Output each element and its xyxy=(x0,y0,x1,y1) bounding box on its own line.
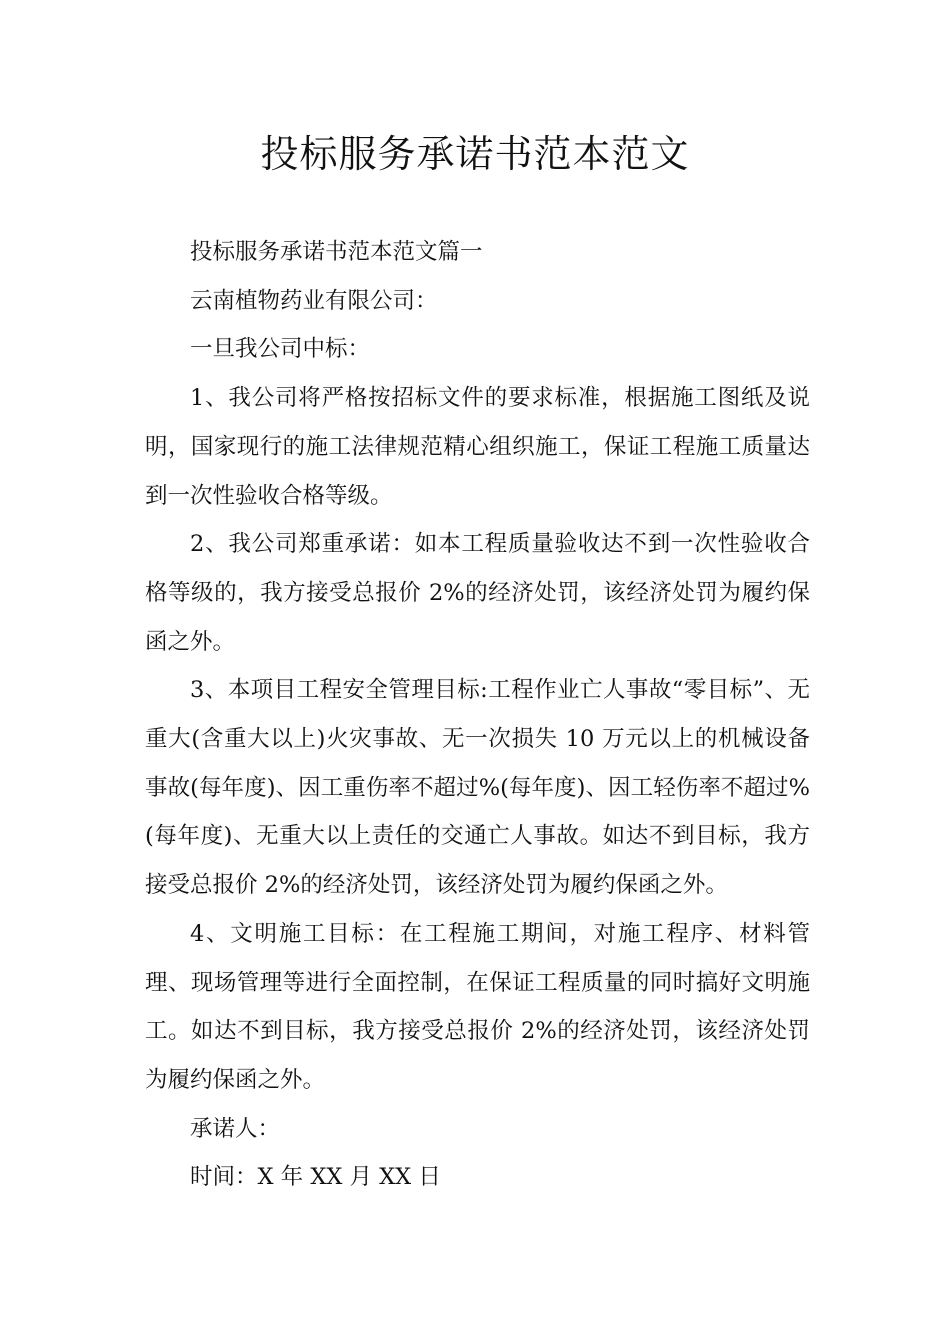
section-heading: 投标服务承诺书范本范文篇一 xyxy=(190,239,483,265)
recipient-line: 云南植物药业有限公司： xyxy=(190,287,438,314)
commitment-item-3: 3、本项目工程安全管理目标:工程作业亡人事故“零目标”、无重大(含重大以上)火灾事故、无一次损失 10 万元以上的机械设备事故(每年度)、因工重伤率不超过%(每年度)、因工轻伤率不超过%(每年度)、无重大以上责任的交通亡人事故。如达不到目标，我方接受总报价 2%的经济处罚，该经济处罚为履约保函之外。 xyxy=(145,677,810,899)
document-title: 投标服务承诺书范本范文 xyxy=(260,132,690,176)
commitment-item-2: 2、我公司郑重承诺：如本工程质量验收达不到一次性验收合格等级的，我方接受总报价 2%的经济处罚，该经济处罚为履约保函之外。 xyxy=(145,531,810,655)
commitment-item-1: 1、我公司将严格按招标文件的要求标准，根据施工图纸及说明，国家现行的施工法律规范精心组织施工，保证工程施工质量达到一次性验收合格等级。 xyxy=(145,385,810,509)
date-line: 时间：X 年 XX 月 XX 日 xyxy=(190,1164,441,1191)
intro-line: 一旦我公司中标： xyxy=(190,336,371,363)
commitment-item-4: 4、文明施工目标：在工程施工期间，对施工程序、材料管理、现场管理等进行全面控制，在保证工程质量的同时搞好文明施工。如达不到目标，我方接受总报价 2%的经济处罚，该经济处罚为履约保函之外。 xyxy=(145,920,810,1093)
signatory-line: 承诺人： xyxy=(190,1115,281,1142)
document-body xyxy=(145,228,810,1202)
